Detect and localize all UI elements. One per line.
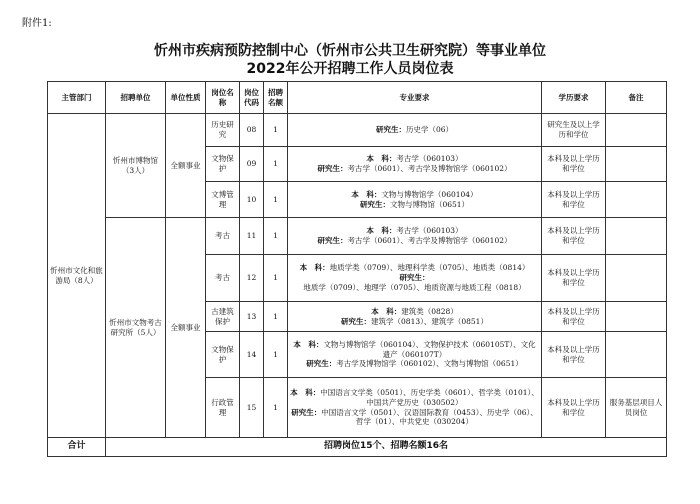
header-code: 岗位代码 [240,82,264,114]
major-text: 考古学（0601）、考古学及博物馆学（060102） [347,236,512,245]
major-line [290,408,539,428]
grad-label: 研究生： [375,125,406,135]
count-cell: 1 [264,114,288,147]
nature-cell: 全额事业 [166,218,206,438]
edu-cell: 本科及以上学历和学位 [542,255,606,302]
code-cell: 08 [240,114,264,147]
note-cell [606,332,667,378]
header-major: 专业要求 [288,82,542,114]
major-line [290,263,539,273]
major-cell [288,255,542,302]
count-cell: 1 [264,147,288,182]
major-line [290,226,539,236]
edu-cell: 本科及以上学历和学位 [542,218,606,255]
undergrad-label: 本 科： [371,306,402,316]
table-row [48,218,667,255]
header-nature: 单位性质 [166,82,206,114]
grad-label: 研究生： [399,273,430,283]
major-text: 历史学（06） [405,125,454,135]
header-count: 招聘名额 [264,82,288,114]
note-cell [606,182,667,218]
major-line [290,317,539,327]
post-cell: 历史研究 [206,114,240,147]
unit-cell: 忻州市文物考古研究所（5人） [106,218,166,438]
major-cell [288,114,542,147]
grad-label: 研究生： [359,199,390,209]
page-subtitle: 2022年公开招聘工作人员岗位表 [246,61,454,77]
grad-label: 研究生： [317,164,348,173]
major-cell [288,332,542,378]
post-cell: 古建筑保护 [206,302,240,332]
major-text: 考古学及博物馆学（060102）、文物与博物馆（0651） [336,359,523,369]
count-cell: 1 [264,218,288,255]
major-line [290,125,539,135]
edu-cell: 本科及以上学历和学位 [542,378,606,438]
post-cell: 行政管理 [206,378,240,438]
note-cell [606,114,667,147]
count-cell: 1 [264,332,288,378]
count-cell: 1 [264,378,288,438]
header-post: 岗位名称 [206,82,240,114]
note-cell: 服务基层项目人员岗位 [606,378,667,438]
major-cell [288,218,542,255]
note-cell [606,218,667,255]
code-cell: 11 [240,218,264,255]
major-cell [288,182,542,218]
undergrad-label: 本 科： [293,339,324,349]
undergrad-label: 本 科： [290,388,321,397]
major-text: 中国语言文学类（0501）、历史学类（0601）、哲学类（0101）、中国共产党历史（030502） [320,388,539,407]
major-text: 建筑类（0828） [401,306,458,316]
major-text: 文物与博物馆（0651） [389,199,470,209]
undergrad-label: 本 科： [351,189,382,199]
major-text: 建筑学（0813）、建筑学（0851） [371,316,488,326]
major-line [290,307,539,317]
major-cell [288,147,542,182]
major-cell [288,378,542,438]
post-cell: 文博管理 [206,182,240,218]
code-cell: 10 [240,182,264,218]
table-row [48,114,667,147]
major-text: 文物与博物馆学（060104）、文物保护技术（060105T）、文化遗产（060107T） [323,339,536,359]
edu-cell: 本科及以上学历和学位 [542,302,606,332]
nature-cell: 全额事业 [166,114,206,218]
code-cell: 13 [240,302,264,332]
header-edu: 学历要求 [542,82,606,114]
count-cell: 1 [264,255,288,302]
major-text: 地质学（0709）、地理学（0705）、地质资源与地质工程（0818） [303,282,526,292]
count-cell: 1 [264,302,288,332]
count-cell: 1 [264,182,288,218]
major-line [290,236,539,246]
major-line [290,340,539,360]
note-cell [606,147,667,182]
undergrad-label: 本 科： [299,263,330,273]
major-line [290,190,539,200]
undergrad-label: 本 科： [366,226,397,236]
code-cell: 14 [240,332,264,378]
positions-table [47,81,667,457]
major-text: 中国语言文学（0501）、汉语国际教育（0453）、历史学（06）、哲学（01）、中共党史（030204） [321,407,538,427]
note-cell [606,255,667,302]
code-cell: 15 [240,378,264,438]
major-line [290,154,539,164]
major-line [290,359,539,369]
major-text: 考古学（060103） [396,226,463,236]
total-row [48,438,667,457]
edu-cell: 本科及以上学历和学位 [542,332,606,378]
major-line [290,164,539,174]
major-line [290,273,539,293]
grad-label: 研究生： [341,316,372,326]
header-unit: 招聘单位 [106,82,166,114]
header-note: 备注 [606,82,667,114]
dept-cell: 忻州市文化和旅游局（8人） [48,114,106,438]
code-cell: 12 [240,255,264,302]
total-text: 招聘岗位15个、招聘名额16名 [106,438,667,457]
major-text: 考古学（0601）、考古学及博物馆学（060102） [347,164,512,173]
major-line [290,200,539,210]
grad-label: 研究生： [291,407,322,417]
grad-label: 研究生： [317,236,348,245]
post-cell: 考古 [206,218,240,255]
total-label: 合计 [48,438,106,457]
post-cell: 文物保护 [206,147,240,182]
note-cell [606,302,667,332]
header-dept: 主管部门 [48,82,106,114]
major-text: 地质学类（0709）、地理科学类（0705）、地质类（0814） [329,263,530,273]
grad-label: 研究生： [306,359,337,369]
edu-cell: 本科及以上学历和学位 [542,147,606,182]
code-cell: 09 [240,147,264,182]
unit-cell: 忻州市博物馆（3人） [106,114,166,218]
undergrad-label: 本 科： [366,154,397,164]
edu-cell: 本科及以上学历和学位 [542,182,606,218]
major-text: 考古学（060103） [396,154,463,164]
page-title: 忻州市疾病预防控制中心（忻州市公共卫生研究院）等事业单位 [154,43,546,59]
annex-label: 附件1: [22,18,52,29]
edu-cell: 研究生及以上学历和学位 [542,114,606,147]
major-text: 文物与博物馆学（060104） [381,189,478,199]
post-cell: 考古 [206,255,240,302]
post-cell: 文物保护 [206,332,240,378]
major-line [290,388,539,408]
major-cell [288,302,542,332]
header-row [48,82,667,114]
